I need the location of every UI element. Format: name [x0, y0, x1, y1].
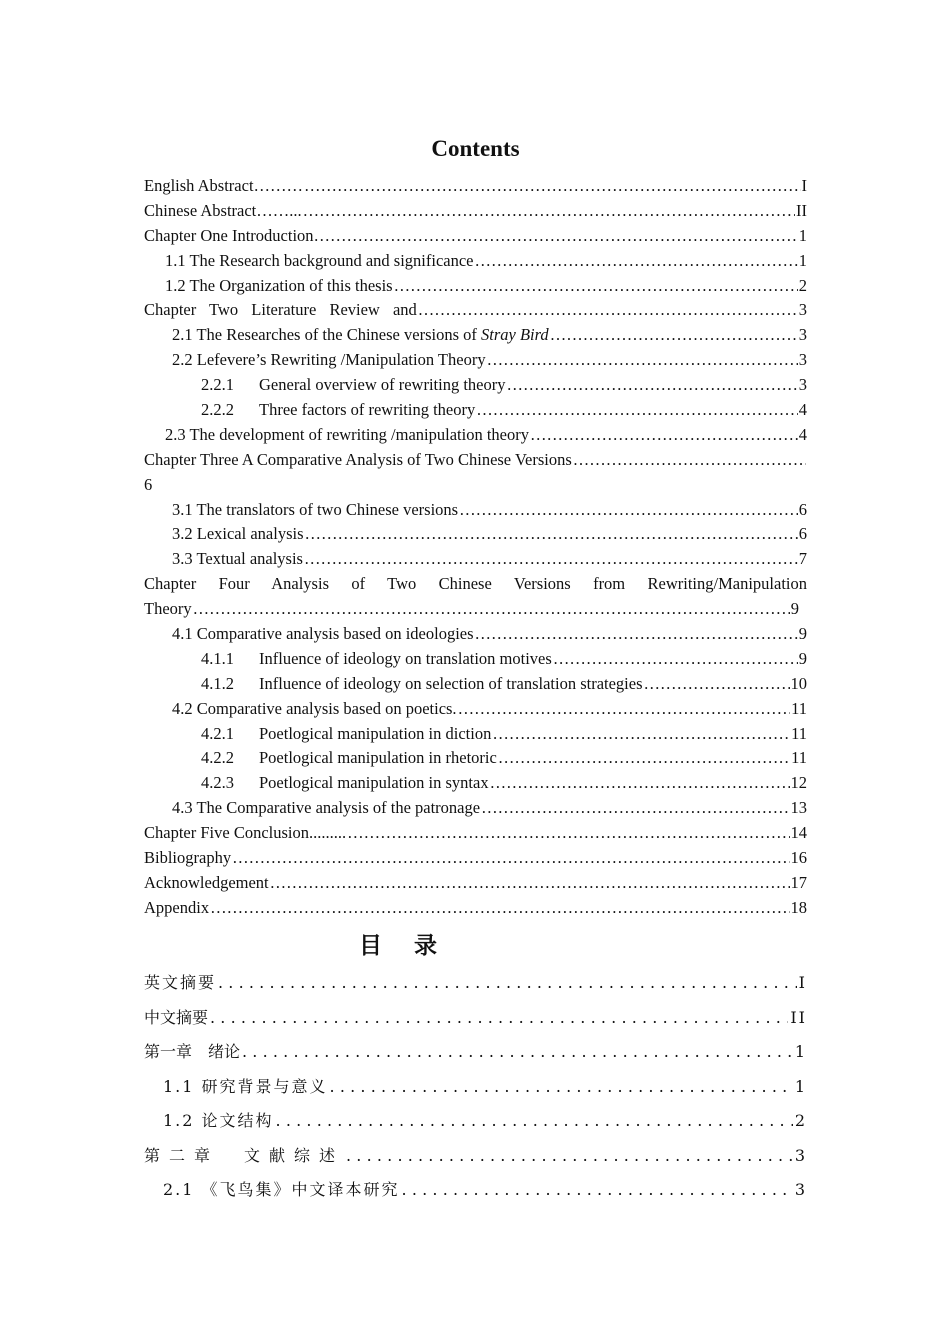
dot-leader	[458, 697, 791, 722]
toc-entry[interactable]: Bibliography ……………………………………………………………………………………………………………………………………………………………………………… 16	[144, 846, 807, 871]
dot-leader	[459, 498, 798, 523]
dot-leader	[276, 1104, 793, 1139]
toc-entry[interactable]: 英文摘要 ..... I	[144, 966, 807, 1001]
toc-entry[interactable]: 4.1.2 Influence of ideology on selection of translation strategies ……………………………………………………………………………………………………………………………………………………………………………… 10	[144, 672, 807, 697]
dot-leader	[347, 821, 789, 846]
toc-entry[interactable]: Appendix ……………………………………………………………………………………………………………………………………………………………………………… 18	[144, 896, 807, 921]
dot-leader	[402, 1173, 793, 1208]
dot-leader	[487, 348, 798, 373]
dot-leader	[270, 871, 790, 896]
dot-leader	[394, 274, 798, 299]
toc-entry[interactable]: 3.1 The translators of two Chinese versions ……………………………………………………………………………………………………………………………………………………………………………… 6	[144, 498, 807, 523]
toc-entry[interactable]: Chapter Four Analysis of Two Chinese Versions from Rewriting/Manipulation	[144, 574, 807, 594]
dot-leader	[481, 796, 789, 821]
dot-leader	[330, 1070, 793, 1105]
dot-leader	[490, 771, 790, 796]
dot-leader	[193, 597, 790, 622]
toc-entry[interactable]: 2.2.2 Three factors of rewriting theory ……………………………………………………………………………………………………………………………………………………………………………… 4	[144, 398, 807, 423]
toc-entry[interactable]: 4.2.2 Poetlogical manipulation in rhetoric ……………………………………………………………………………………………………………………………………………………………………………… 11	[144, 746, 807, 771]
dot-leader	[210, 1001, 788, 1036]
dot-leader	[498, 746, 790, 771]
dot-leader	[492, 722, 790, 747]
toc-entry[interactable]: 3.3 Textual analysis ……………………………………………………………………………………………………………………………………………………………………………… 7	[144, 547, 807, 572]
toc-entry[interactable]: 2.1 《飞鸟集》中文译本研究 ..... 3	[144, 1173, 807, 1208]
toc-entry[interactable]: 2.3 The development of rewriting /manipulation theory ……………………………………………………………………………………………………………………………………………………………………………… 4	[144, 423, 807, 448]
toc-entry[interactable]: 3.2 Lexical analysis ……………………………………………………………………………………………………………………………………………………………………………… 6	[144, 522, 807, 547]
dot-leader	[218, 966, 797, 1001]
toc-entry[interactable]: 4.2 Comparative analysis based on poetics. ……………………………………………………………………………………………………………………………………………………………………………… 11	[144, 697, 807, 722]
dot-leader	[232, 846, 789, 871]
chinese-contents-title: 目 录	[358, 933, 449, 959]
dot-leader	[475, 249, 798, 274]
toc-entry[interactable]: 2.1 The Researches of the Chinese versions of Stray Bird ……………………………………………………………………………………………………………………………………………………………………………… 3	[144, 323, 807, 348]
contents-title: Contents	[431, 136, 520, 161]
dot-leader	[304, 547, 798, 572]
dot-leader	[507, 373, 798, 398]
dot-leader	[418, 298, 798, 323]
dot-leader	[346, 1139, 793, 1174]
dot-leader	[385, 224, 798, 249]
toc-entry[interactable]: English Abstract……… ……………………………………………………………………………………………………………………………………………………………………………… I	[144, 174, 807, 199]
toc-entry[interactable]: Chapter One Introduction…………. ……………………………………………………………………………………………………………………………………………………………………………… 1	[144, 224, 807, 249]
dot-leader	[242, 1035, 793, 1070]
toc-entry[interactable]: 4.1 Comparative analysis based on ideologies ……………………………………………………………………………………………………………………………………………………………………………… 9	[144, 622, 807, 647]
english-toc	[144, 174, 807, 921]
toc-entry[interactable]: 第二章 文献综述 ..... 3	[144, 1139, 807, 1174]
toc-entry[interactable]: 4.2.3 Poetlogical manipulation in syntax ……………………………………………………………………………………………………………………………………………………………………………… 12	[144, 771, 807, 796]
dot-leader	[530, 423, 798, 448]
dot-leader	[210, 896, 789, 921]
toc-entry[interactable]: 4.2.1 Poetlogical manipulation in diction ……………………………………………………………………………………………………………………………………………………………………………… 11	[144, 722, 807, 747]
toc-entry[interactable]: Chapter Three A Comparative Analysis of Two Chinese Versions ………………………………………………………………………………………………………………………………………………………………………………	[144, 448, 807, 473]
toc-entry[interactable]: 1.2 The Organization of this thesis ……………………………………………………………………………………………………………………………………………………………………………… 2	[144, 274, 807, 299]
toc-entry[interactable]: 4.1.1 Influence of ideology on translation motives ……………………………………………………………………………………………………………………………………………………………………………… 9	[144, 647, 807, 672]
toc-entry[interactable]: Chapter Five Conclusion......... ……………………………………………………………………………………………………………………………………………………………………………… 14	[144, 821, 807, 846]
book-title-italic: Stray Bird	[481, 325, 549, 345]
dot-leader	[553, 647, 798, 672]
toc-entry[interactable]: Acknowledgement ……………………………………………………………………………………………………………………………………………………………………………… 17	[144, 871, 807, 896]
toc-entry-continuation[interactable]: Theory ……………………………………………………………………………………………………………………………………………………………………………… 9	[144, 597, 799, 622]
dot-leader	[550, 323, 798, 348]
dot-leader	[305, 522, 798, 547]
dot-leader	[476, 398, 798, 423]
toc-entry[interactable]: 第一章 绪论 ..... 1	[144, 1035, 807, 1070]
toc-entry[interactable]: 1.2 论文结构 ..... 2	[144, 1104, 807, 1139]
toc-entry-page-wrap: 6	[144, 474, 153, 494]
toc-entry[interactable]: Chinese Abstract……... ……………………………………………………………………………………………………………………………………………………………………………… II	[144, 199, 807, 224]
dot-leader	[573, 448, 806, 473]
toc-entry[interactable]: 4.3 The Comparative analysis of the patronage ……………………………………………………………………………………………………………………………………………………………………………… 13	[144, 796, 807, 821]
toc-entry[interactable]: 1.1 研究背景与意义 ..... 1	[144, 1070, 807, 1105]
toc-entry[interactable]: Chapter Two Literature Review and ……………………………………………………………………………………………………………………………………………………………………………… 3	[144, 298, 807, 323]
toc-entry[interactable]: 2.2 Lefevere’s Rewriting /Manipulation Theory ……………………………………………………………………………………………………………………………………………………………………………… 3	[144, 348, 807, 373]
toc-entry[interactable]: 1.1 The Research background and significance ……………………………………………………………………………………………………………………………………………………………………………… 1	[144, 249, 807, 274]
dot-leader	[304, 174, 800, 199]
dot-leader	[303, 199, 795, 224]
chinese-toc	[144, 966, 807, 1208]
dot-leader	[644, 672, 790, 697]
toc-entry[interactable]: 中文摘要 ..... II	[144, 1001, 807, 1036]
toc-entry[interactable]: 2.2.1 General overview of rewriting theory ……………………………………………………………………………………………………………………………………………………………………………… 3	[144, 373, 807, 398]
dot-leader	[475, 622, 798, 647]
